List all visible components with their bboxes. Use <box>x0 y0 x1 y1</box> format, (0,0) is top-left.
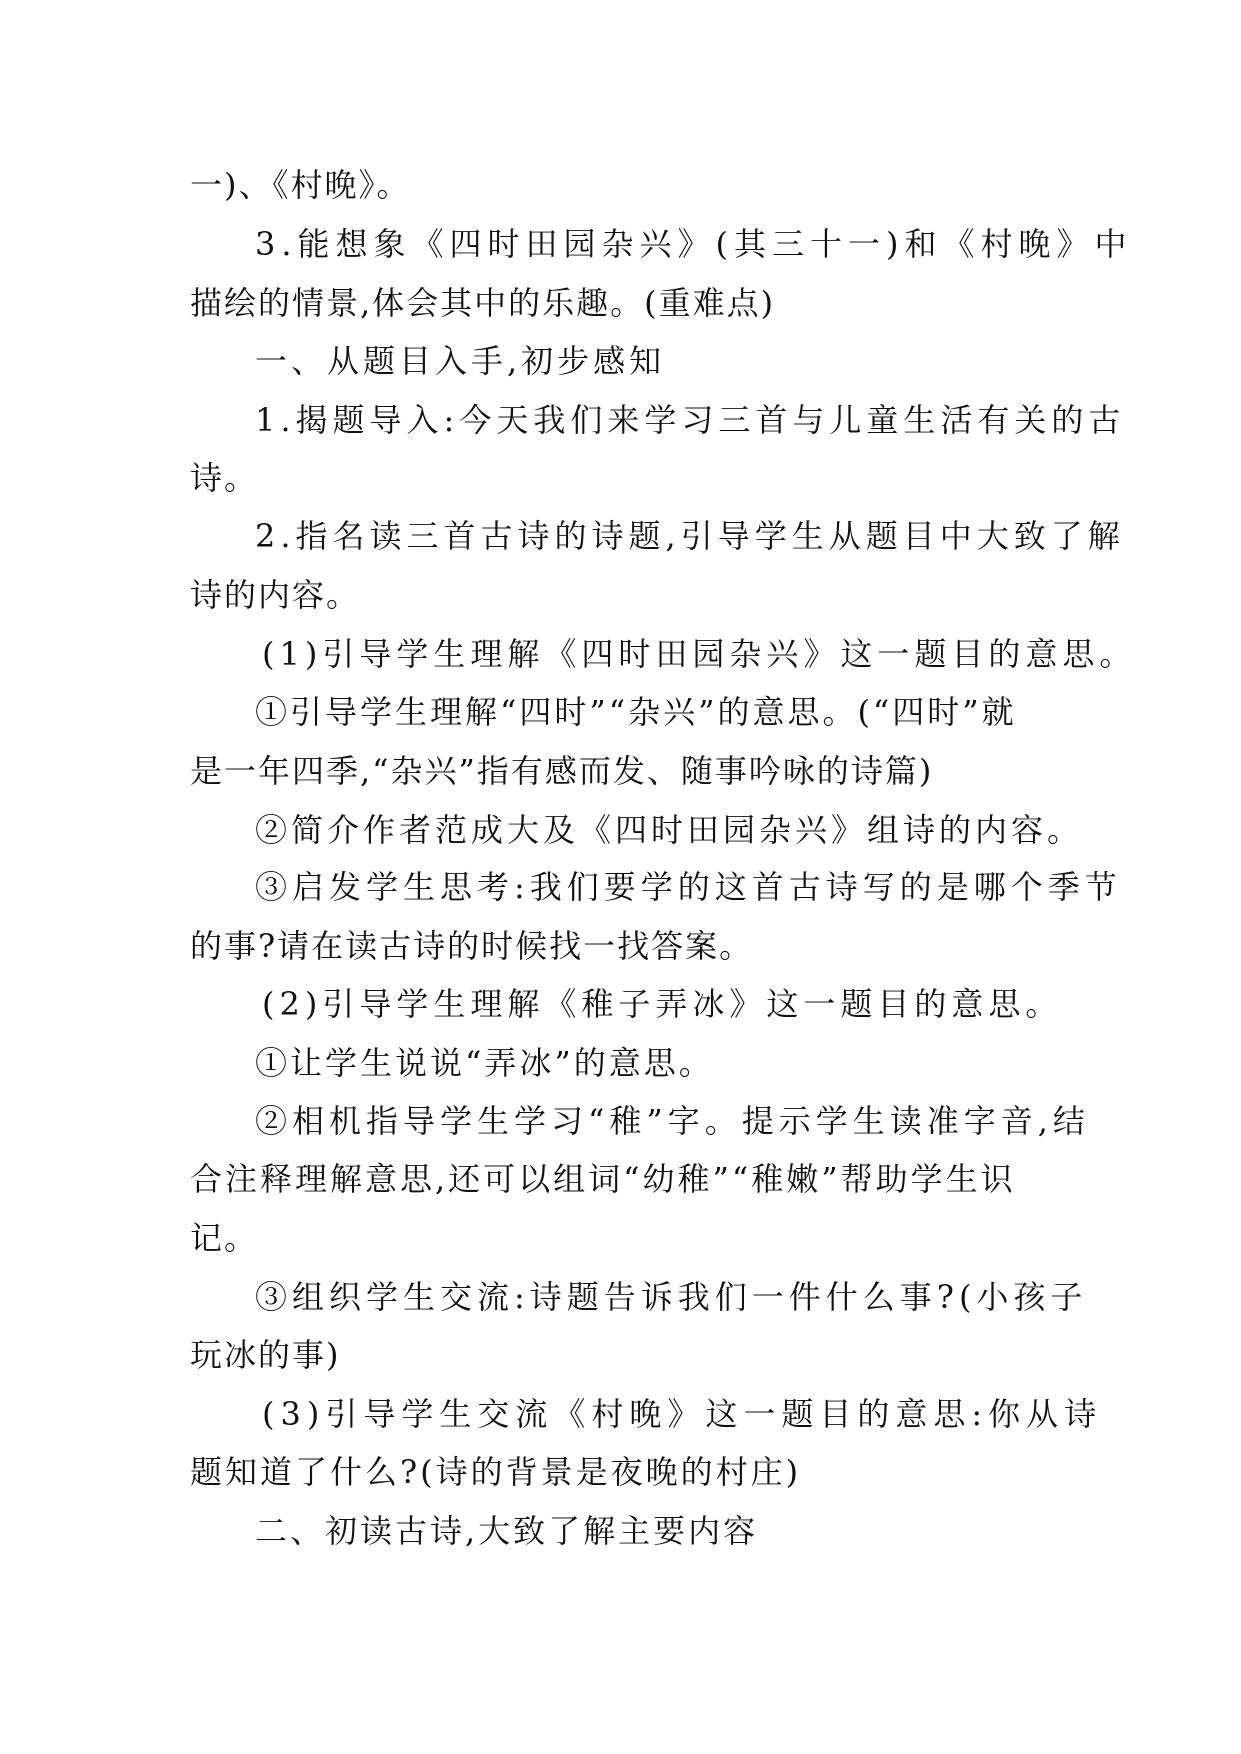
text-line: 诗的内容。 <box>190 576 361 614</box>
text-line: 诗。 <box>190 459 259 497</box>
text-line: 一)、《村晚》。 <box>190 166 411 204</box>
text-line: ③启发学生思考:我们要学的这首古诗写的是哪个季节 <box>255 868 1122 906</box>
text-line: 合注释理解意思,还可以组词“幼稚”“稚嫩”帮助学生识 <box>190 1160 1016 1198</box>
text-line: ③组织学生交流:诗题告诉我们一件什么事?(小孩子 <box>255 1278 1088 1316</box>
text-line: 是一年四季,“杂兴”指有感而发、随事吟咏的诗篇) <box>190 752 934 790</box>
text-line: ②相机指导学生学习“稚”字。提示学生读准字音,结 <box>255 1102 1090 1140</box>
text-line: (1)引导学生理解《四时田园杂兴》这一题目的意思。 <box>262 635 1137 673</box>
section-heading: 二、初读古诗,大致了解主要内容 <box>255 1512 759 1550</box>
text-line: ②简介作者范成大及《四时田园杂兴》组诗的内容。 <box>255 811 1084 849</box>
text-line: 描绘的情景,体会其中的乐趣。(重难点) <box>190 284 776 322</box>
text-line: 玩冰的事) <box>190 1336 341 1374</box>
text-line: 的事?请在读古诗的时候找一找答案。 <box>190 927 754 965</box>
text-line: (3)引导学生交流《村晚》这一题目的意思:你从诗 <box>262 1395 1103 1433</box>
text-line: (2)引导学生理解《稚子弄冰》这一题目的意思。 <box>262 985 1063 1023</box>
text-line: 题知道了什么?(诗的背景是夜晚的村庄) <box>190 1453 802 1491</box>
text-line: 记。 <box>190 1219 259 1257</box>
text-line: 3.能想象《四时田园杂兴》(其三十一)和《村晚》中 <box>255 225 1133 263</box>
text-line: 2.指名读三首古诗的诗题,引导学生从题目中大致了解 <box>255 517 1125 555</box>
text-line: 1.揭题导入:今天我们来学习三首与儿童生活有关的古 <box>255 401 1126 439</box>
text-line: ①引导学生理解“四时”“杂兴”的意思。(“四时”就 <box>255 693 1017 731</box>
section-heading: 一、从题目入手,初步感知 <box>255 342 666 380</box>
text-line: ①让学生说说“弄冰”的意思。 <box>255 1044 714 1082</box>
